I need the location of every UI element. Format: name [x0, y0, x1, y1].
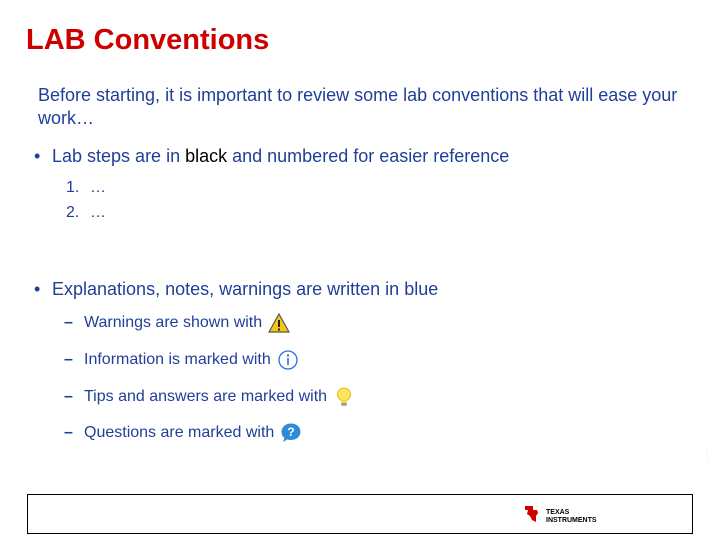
sub-item-text: Questions are marked with: [84, 424, 275, 441]
bullet-text: Lab steps are in: [52, 146, 186, 166]
intro-text: Before starting, it is important to review some lab conventions that will ease your work…: [38, 85, 678, 128]
warning-icon: [268, 312, 290, 334]
info-icon: [277, 349, 299, 371]
step-text: …: [90, 204, 106, 221]
bullet-text: and numbered for easier reference: [227, 146, 510, 166]
sub-item-text: Tips and answers are marked with: [84, 388, 328, 405]
bullet-explanations: [34, 279, 438, 300]
ti-logo: [522, 504, 597, 529]
question-icon: [280, 422, 302, 444]
ti-logo-icon: [522, 504, 542, 529]
bullet-dot: •: [34, 279, 41, 299]
step-number: 1.: [66, 179, 80, 196]
sub-item-warnings: [64, 312, 290, 334]
dash-marker: –: [64, 351, 73, 368]
side-watermark: · · · · · ·: [704, 448, 710, 465]
bullet-lab-steps: [34, 146, 509, 167]
list-item: [66, 200, 106, 225]
step-number: 2.: [66, 204, 80, 221]
sub-item-text: Warnings are shown with: [84, 314, 263, 331]
list-item: [66, 175, 106, 200]
dash-marker: –: [64, 388, 73, 405]
step-text: …: [90, 179, 106, 196]
ti-logo-line1: TEXAS: [546, 508, 570, 516]
ti-logo-line2: INSTRUMENTS: [546, 516, 597, 524]
page-title: LAB Conventions: [26, 24, 270, 56]
sub-item-text: Information is marked with: [84, 351, 271, 368]
sub-item-information: [64, 349, 299, 371]
dash-marker: –: [64, 314, 73, 331]
sub-item-tips: [64, 386, 355, 408]
svg-text:?: ?: [287, 425, 295, 439]
numbered-steps: [66, 175, 106, 225]
ti-logo-text: [546, 509, 597, 525]
bullet-highlight-black: black: [185, 146, 228, 166]
bullet-dot: •: [34, 146, 41, 166]
dash-marker: –: [64, 424, 73, 441]
bullet-text: Explanations, notes, warnings are written in: [52, 279, 405, 299]
sub-item-questions: [64, 422, 302, 444]
lightbulb-icon: [333, 386, 355, 408]
bullet-highlight-blue: blue: [404, 279, 439, 299]
